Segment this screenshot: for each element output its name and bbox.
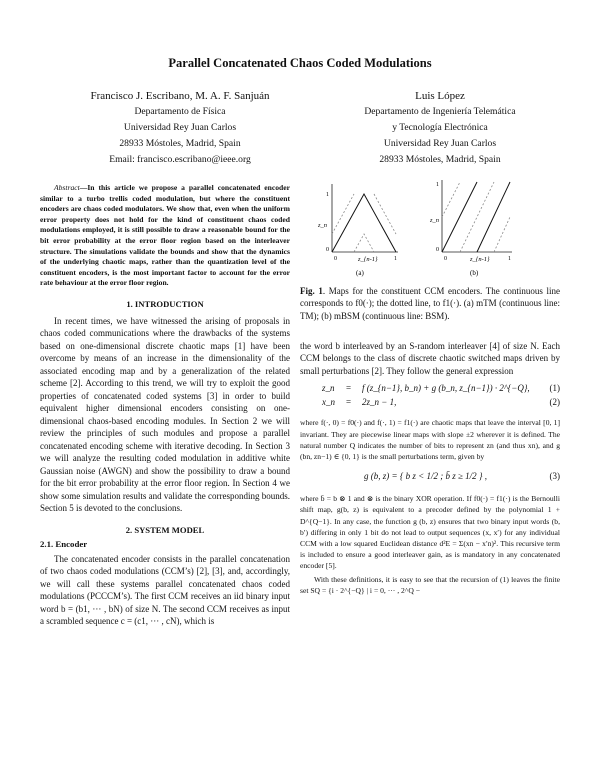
paper-title: Parallel Concatenated Chaos Coded Modulations [168,56,432,70]
equation-3 [300,467,560,489]
panel-b-f1-seg3 [494,217,510,252]
equation-3-number: (3) [549,471,560,482]
panel-a [317,184,398,277]
figure-caption-label: Fig. 1 [300,286,323,296]
panel-a-y-label: z_n [318,222,328,229]
author-univ-right: Universidad Rey Juan Carlos [383,138,497,149]
equation-1-lhs: z_n [322,383,335,394]
panel-b-y-zero: 0 [436,247,439,253]
panel-a-x-label: z_{n-1} [358,256,378,263]
abstract-label: Abstract [54,183,80,192]
intro-heading: 1. INTRODUCTION [126,298,204,309]
panel-b-f0-seg1 [442,182,477,252]
panel-a-f1-seg1 [332,194,354,234]
panel-a-y-zero: 0 [326,247,329,253]
figure-caption [300,285,560,322]
figure-caption-text: . Maps for the constituent CCM encoders. The continuous line corresponds to f0(·); the dotted line, to f1(·). (a) mTM (continuous line: TM); (b) mBSM (continuous line: BSM). [300,286,560,321]
equation-2: x_n = 2z_n − 1, (2) [322,397,560,408]
left-column [40,183,290,628]
right-para-1: the word b interleaved by an S-random interleaver [4] of size N. Each CCM belongs to the class of discrete chaotic switched maps driven by small perturbations [2]. They follow the general expression [300,340,560,376]
panel-a-x-one: 1 [394,256,397,262]
author-names-left: Francisco J. Escribano, M. A. F. Sanjuán [90,90,270,102]
panel-b-x-zero: 0 [444,256,447,262]
panel-a-label: (a) [356,269,364,277]
figure-1 [300,172,560,282]
right-para-4: With these definitions, it is easy to see that the recursion of (1) leaves the finite set SQ = {i · 2^{−Q} | i = 0, ··· , 2^Q − [300,574,560,595]
panel-b-y-one: 1 [436,182,439,188]
equation-1-number: (1) [549,383,560,394]
panel-b-x-one: 1 [508,256,511,262]
author-addr-right: 28933 Móstoles, Madrid, Spain [379,154,501,165]
equation-3-body: g (b, z) = { b z < 1/2 ; b̄ z ≥ 1/2 } , [364,471,488,482]
panel-b-x-label: z_{n-1} [470,256,490,263]
author-dept-left: Departamento de Física [134,106,226,117]
encoder-text: The concatenated encoder consists in the parallel concatenation of two chaos coded modulations (CCM’s) [2], [3], and, accordingly, we will call these systems parallel concatenated chaos coded modulations (PCCCM’s). The first CCM receives an iid binary input word b = (b1, ··· , bN) of size N. The second CCM receives as input a scrambled sequence c = (c1, ··· , cN), which is [40,553,290,627]
right-para-3: where b̄ = b ⊗ 1 and ⊗ is the binary XOR operation. If f0(·) = f1(·) is the Bernoulli shift map, g(b, z) is equivalent to a precoder defined by the polynomial 1 + D^{Q−1}. In any case, the function g (b, z) ensures that two binary input words (b, b′) differing in only 1 bit do not lead to output sequences (x, x′) for any individual CCM with a low squared Euclidean distance d²E = Σ(xn − x′n)². This recursive term is included to ensure a good interleaver gain, as is mandatory in any concatenated encoder [5]. [300,494,560,571]
author-addr-left: 28933 Móstoles, Madrid, Spain [119,138,241,149]
panel-b-f0-seg2 [477,182,510,252]
author-names-right: Luis López [415,90,465,102]
model-heading: 2. SYSTEM MODEL [125,524,205,535]
equation-2-number: (2) [549,397,560,408]
author-block-left [60,88,300,168]
author-univ-left: Universidad Rey Juan Carlos [123,122,237,133]
panel-a-y-one: 1 [326,192,329,198]
equation-2-lhs: x_n [322,397,335,408]
author-dept-right: Departamento de Ingeniería Telemática [364,106,516,117]
author-block-right [320,88,560,168]
intro-text: In recent times, we have witnessed the arising of proposals in chaos coded communications where the drawbacks of the systems based on one-dimensional discrete chaotic maps [1] have been overcome by means of an increase in the dimensionality of the associated encoding map and by a generalization of the related scheme [2]. According to this trend, we will try to exploit the good properties of concatenated coded systems [3] in order to build equivalent higher dimensional encoders consisting on one-dimensional chaos-based encoding modules. In Section 2 we will review the principles of such modules and propose a parallel concatenated encoding scheme with iterative decoding. In Section 3 we will analyze the resulting coded modulation in additive white Gaussian noise (AWGN) and show the possibility to draw a bound for the bit error probability at the error floor region. In Section 4 we show some simulation results and validate the corresponding bounds. Section 5 is devoted to the conclusions. [40,315,290,514]
equation-1: z_n = f (z_{n−1}, b_n) + g (b_n, z_{n−1}) · 2^{−Q}, (1) [322,383,560,394]
panel-b-y-label: z_n [430,217,440,224]
author-email-left: Email: francisco.escribano@ieee.org [109,154,251,165]
panel-b [429,180,512,277]
panel-a-f0-tent [332,194,396,252]
panel-a-f1-seg3 [374,194,396,234]
panel-b-f1-seg2 [460,182,494,252]
panel-b-f1-seg1 [442,182,460,217]
panel-a-x-zero: 0 [334,256,337,262]
equation-2-rhs: 2z_n − 1, [362,397,397,408]
figure-1-plots [300,172,560,282]
right-column [300,285,560,596]
abstract-text: —In this article we propose a parallel concatenated encoder similar to a turbo trellis coded modulation, but where the constituent encoders are chaos coded modulators. We show that, even when the uniform error property does not hold for the kind of constituent chaos coded modulations employed, it is still possible to draw a reasonable bound for the bit error probability at the error floor region based on the interleaver structure. The simulations validate the bounds and show that the dynamics of the underlying chaotic maps, rather than the quantization level of the constituent encoders, is the most important factor to account for the error rate behaviour at the error floor region. [40,183,290,288]
encoder-heading: 2.1. Encoder [40,538,88,549]
author-dept2-right: y Tecnología Electrónica [392,122,488,133]
abstract [40,183,290,289]
panel-a-f1-seg2 [354,234,374,252]
equation-1-rhs: f (z_{n−1}, b_n) + g (b_n, z_{n−1}) · 2^{−Q}, [362,383,530,394]
right-para-2: where f(·, 0) = f0(·) and f(·, 1) = f1(·) are chaotic maps that leave the interval [0, 1] invariant. They are piecewise linear maps with slope ±2 wherever it is defined. The natural number Q indicates the number of bits to represent zn (and thus xn), and g (bn, zn−1) ∈ {0, 1} is the small perturbations term, given by [300,418,560,461]
panel-b-label: (b) [470,269,479,277]
